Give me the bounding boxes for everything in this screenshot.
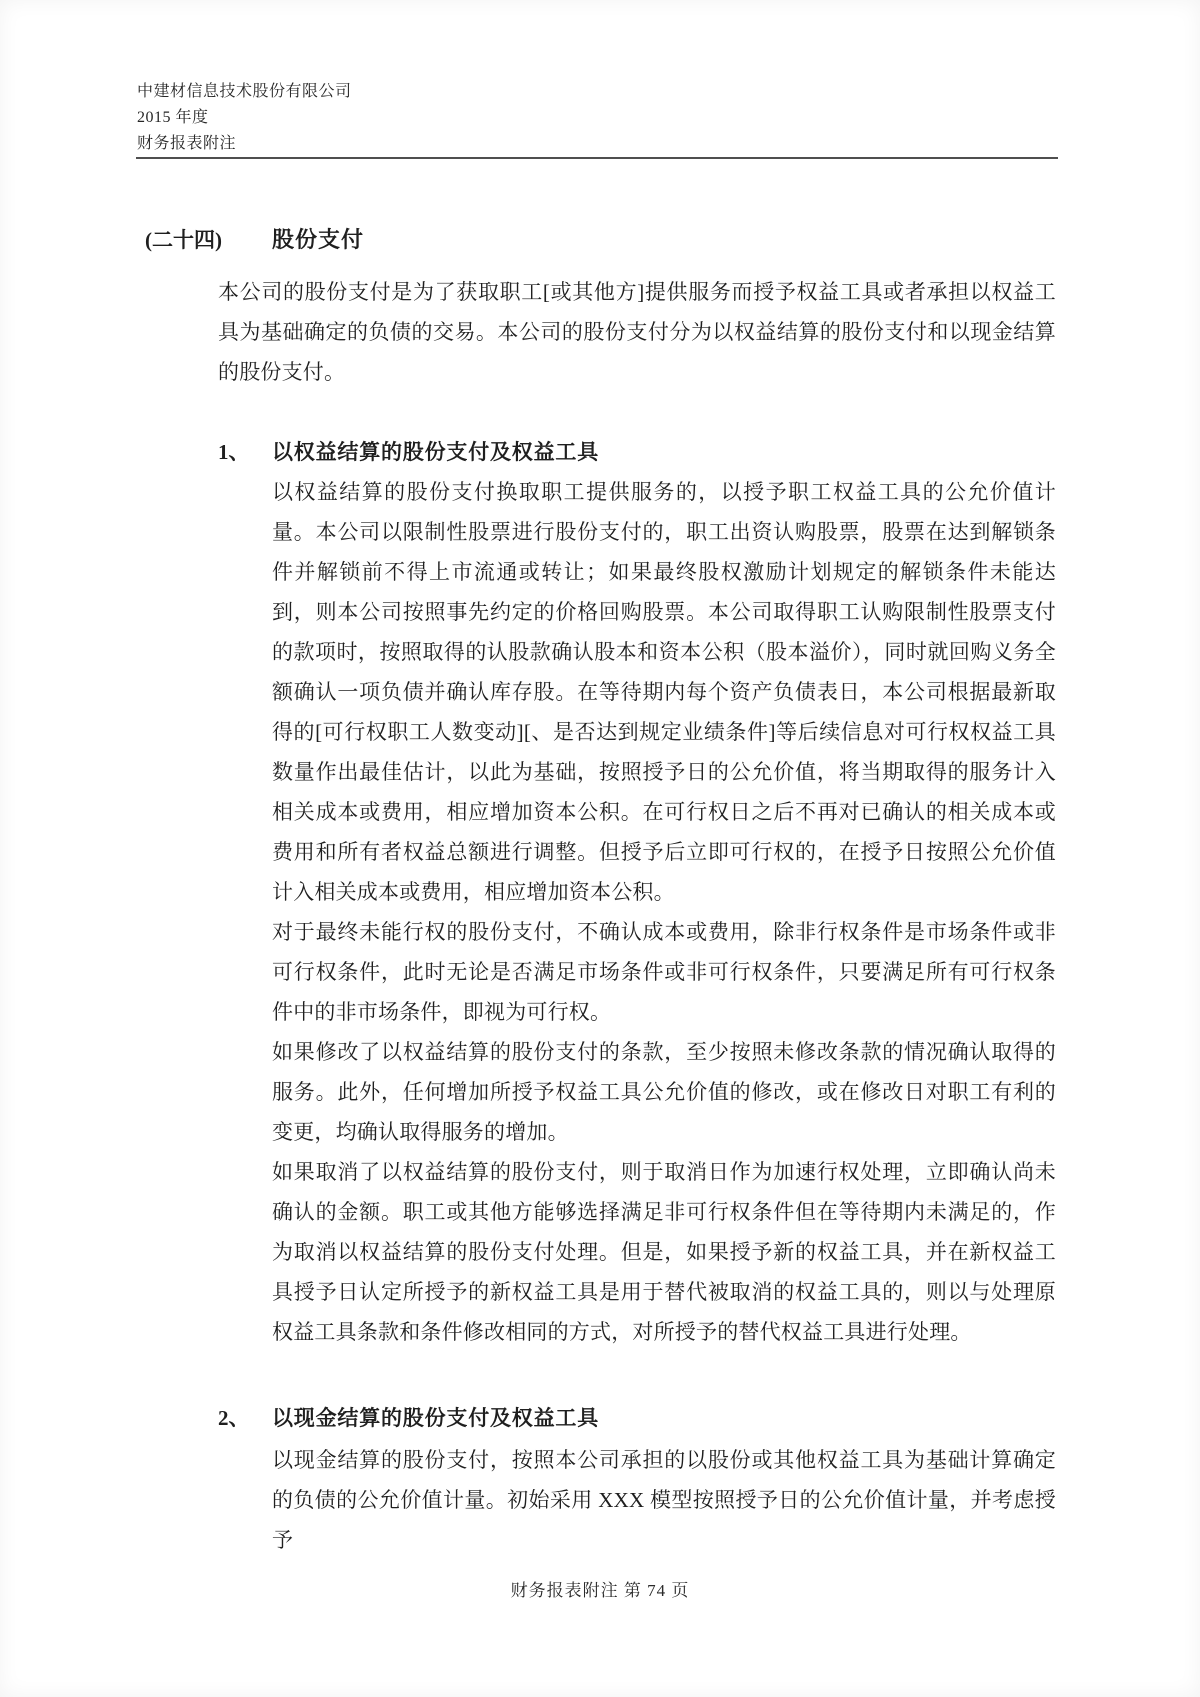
section-title: 股份支付 [272, 227, 365, 252]
footer-page-label: 财务报表附注 第 74 页 [510, 1581, 690, 1600]
header-company-name: 中建材信息技术股份有限公司 [137, 83, 352, 100]
subsection-2-number: 2、 [218, 1406, 250, 1430]
paragraph: 如果取消了以权益结算的股份支付，则于取消日作为加速行权处理，立即确认尚未确认的金额。职工或其他方能够选择满足非可行权条件但在等待期内未满足的，作为取消以权益结算的股份支付处理。但是，如果授予新的权益工具，并在新权益工具授予日认定所授予的新权益工具是用于替代被取消的权益工具的，则以与处理原权益工具条款和条件修改相同的方式，对所授予的替代权益工具进行处理。 [272, 1160, 1056, 1344]
subsection-2-body [272, 1440, 1056, 1560]
subsection-1-number: 1、 [218, 440, 250, 464]
subsection-1-heading [0, 437, 1200, 467]
paragraph: 以权益结算的股份支付换取职工提供服务的，以授予职工权益工具的公允价值计量。本公司以限制性股票进行股份支付的，职工出资认购股票，股票在达到解锁条件并解锁前不得上市流通或转让；如果最终股权激励计划规定的解锁条件未能达到，则本公司按照事先约定的价格回购股票。本公司取得职工认购限制性股票支付的款项时，按照取得的认股款确认股本和资本公积（股本溢价），同时就回购义务全额确认一项负债并确认库存股。在等待期内每个资产负债表日，本公司根据最新取得的[可行权职工人数变动][、是否达到规定业绩条件]等后续信息对可行权权益工具数量作出最佳估计，以此为基础，按照授予日的公允价值，将当期取得的服务计入相关成本或费用，相应增加资本公积。在可行权日之后不再对已确认的相关成本或费用和所有者权益总额进行调整。但授予后立即可行权的，在授予日按照公允价值计入相关成本或费用，相应增加资本公积。 [272, 480, 1056, 904]
subsection-1-title: 以权益结算的股份支付及权益工具 [272, 440, 599, 464]
paragraph: 如果修改了以权益结算的股份支付的条款，至少按照未修改条款的情况确认取得的服务。此外，任何增加所授予权益工具公允价值的修改，或在修改日对职工有利的变更，均确认取得服务的增加。 [272, 1040, 1056, 1144]
section-intro-paragraph: 本公司的股份支付是为了获取职工[或其他方]提供服务而授予权益工具或者承担以权益工具为基础确定的负债的交易。本公司的股份支付分为以权益结算的股份支付和以现金结算的股份支付。 [218, 280, 1056, 384]
subsection-2-heading [0, 1403, 1200, 1433]
subsection-2-title: 以现金结算的股份支付及权益工具 [272, 1406, 599, 1430]
header-fiscal-year: 2015 年度 [137, 109, 209, 126]
section-heading [0, 225, 1200, 255]
paragraph: 对于最终未能行权的股份支付，不确认成本或费用，除非行权条件是市场条件或非可行权条件，此时无论是否满足市场条件或非可行权条件，只要满足所有可行权条件中的非市场条件，即视为可行权。 [272, 920, 1056, 1024]
document-header [137, 79, 352, 157]
paragraph: 以现金结算的股份支付，按照本公司承担的以股份或其他权益工具为基础计算确定的负债的公允价值计量。初始采用 XXX 模型按照授予日的公允价值计量，并考虑授予 [272, 1448, 1056, 1552]
section-number-label: (二十四) [145, 228, 222, 252]
subsection-1-body [272, 472, 1056, 1352]
header-doc-title: 财务报表附注 [137, 135, 237, 152]
header-divider-rule [136, 157, 1058, 159]
